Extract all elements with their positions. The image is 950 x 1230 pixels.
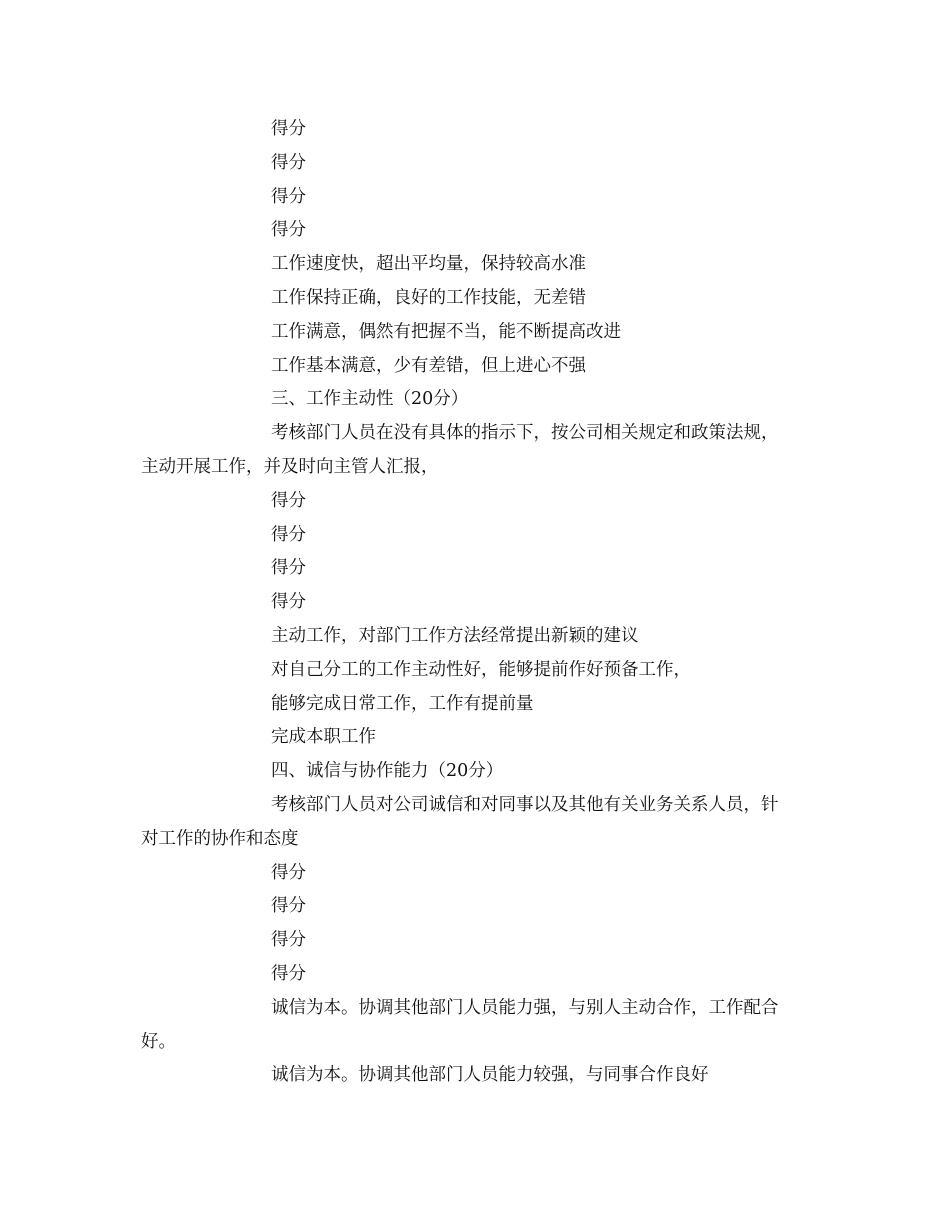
criteria-text: 工作保持正确，良好的工作技能，无差错 [271, 287, 586, 308]
section-description-continued: 主动开展工作，并及时向主管人汇报， [141, 456, 439, 477]
score-label: 得分 [271, 119, 306, 139]
criteria-text-continued: 好。 [141, 1031, 176, 1052]
document-body [141, 113, 821, 1093]
score-label: 得分 [271, 558, 306, 579]
section-description: 考核部门人员在没有具体的指示下，按公司相关规定和政策法规， [271, 423, 779, 444]
criteria-text: 工作速度快，超出平均量，保持较高水准 [271, 254, 586, 275]
score-label: 得分 [271, 490, 306, 511]
criteria-text: 工作基本满意，少有差错，但上进心不强 [271, 355, 586, 376]
score-label: 得分 [271, 220, 306, 241]
score-label: 得分 [271, 963, 306, 984]
score-label: 得分 [271, 862, 306, 883]
criteria-text: 工作满意，偶然有把握不当，能不断提高改进 [271, 321, 621, 342]
section-heading: 四、诚信与协作能力（20分） [271, 761, 504, 782]
score-label: 得分 [271, 186, 306, 207]
section-description-continued: 对工作的协作和态度 [141, 828, 299, 849]
score-label: 得分 [271, 592, 306, 613]
score-label: 得分 [271, 524, 306, 545]
score-label: 得分 [271, 930, 306, 951]
criteria-text: 诚信为本。协调其他部门人员能力较强，与同事合作良好 [271, 1065, 709, 1086]
section-heading: 三、工作主动性（20分） [271, 389, 469, 410]
section-description: 考核部门人员对公司诚信和对同事以及其他有关业务关系人员，针 [271, 794, 779, 815]
criteria-text: 诚信为本。协调其他部门人员能力强，与别人主动合作，工作配合 [271, 997, 779, 1018]
score-label: 得分 [271, 896, 306, 917]
criteria-text: 主动工作，对部门工作方法经常提出新颖的建议 [271, 625, 639, 646]
score-label: 得分 [271, 152, 306, 173]
criteria-text: 完成本职工作 [271, 727, 376, 748]
criteria-text: 能够完成日常工作，工作有提前量 [271, 693, 534, 714]
criteria-text: 对自己分工的工作主动性好，能够提前作好预备工作， [271, 659, 691, 680]
